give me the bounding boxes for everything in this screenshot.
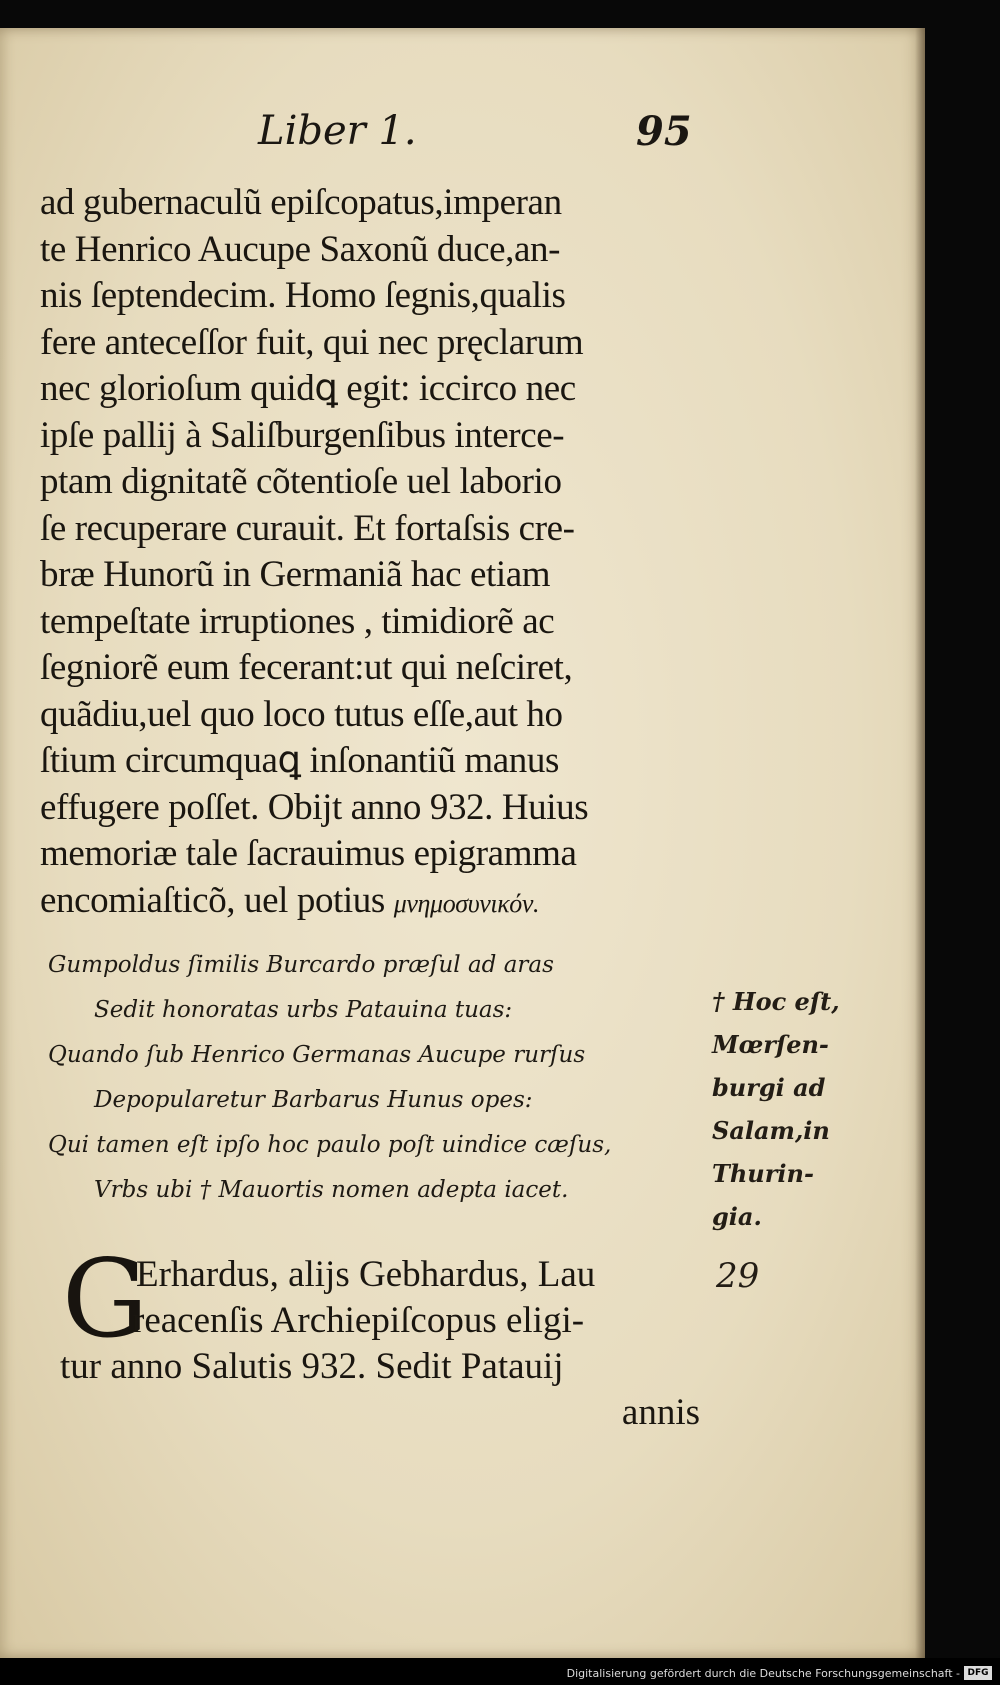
text-line-last — [40, 878, 700, 928]
text-line: ſtium circumquaꝗ inſonantiũ manus — [40, 740, 559, 781]
marginal-line: burgi ad — [712, 1073, 826, 1102]
text-line: nis ſeptendecim. Homo ſegnis,qualis — [40, 275, 566, 316]
poem-line: Gumpoldus ſimilis Burcardo præſul ad aras — [48, 952, 554, 978]
section-line: reacenſis Archiepiſcopus eligi- — [132, 1300, 585, 1341]
main-text-block — [40, 180, 700, 927]
poem-line: Sedit honoratas urbs Patauina tuas: — [94, 997, 513, 1023]
page-edge-shadow — [915, 28, 925, 1658]
marginal-note — [712, 980, 872, 1238]
text-line: tempeſtate irruptiones , timidiorẽ ac — [40, 600, 555, 642]
dfg-logo-icon: DFG — [964, 1666, 992, 1680]
marginal-line: Thurin- — [712, 1159, 814, 1188]
text-line: ſegniorẽ eum fecerant:ut qui neſciret, — [40, 647, 573, 688]
section-number: 29 — [716, 1256, 760, 1296]
text-line: ptam dignitatẽ cõtentioſe uel laborio — [40, 461, 562, 502]
page-header — [0, 108, 925, 168]
text-line: effugere poſſet. Obijt anno 932. Huius — [40, 786, 589, 828]
book-page — [0, 28, 925, 1658]
text-line: fere anteceſſor fuit, qui nec pręclarum — [40, 321, 584, 363]
text-line: ſe recuperare curauit. Et fortaſsis cre- — [40, 507, 575, 549]
page-number: 95 — [636, 108, 692, 155]
text-line: nec glorioſum quidꝗ egit: iccirco nec — [40, 368, 576, 409]
poem-line: Vrbs ubi † Mauortis nomen adepta iacet. — [94, 1177, 569, 1203]
text-line: memoriæ tale ſacrauimus epigramma — [40, 833, 577, 874]
marginal-line: Salam,in — [712, 1116, 830, 1145]
text-line: te Henrico Aucupe Saxonũ duce,an- — [40, 228, 561, 270]
section-text-block — [60, 1252, 700, 1436]
section-line: tur anno Salutis 932. Sedit Patauij — [60, 1346, 564, 1387]
text-line: bræ Hunorũ in Germaniã hac etiam — [40, 554, 551, 595]
marginal-line: Mœrſen- — [712, 1030, 829, 1059]
text-line: ipſe pallij à Saliſburgenſibus interce- — [40, 414, 565, 456]
marginal-line: † Hoc eſt, — [712, 987, 840, 1016]
text-line: ad gubernaculũ epiſcopatus,imperan — [40, 182, 562, 223]
catchword: annis — [621, 1392, 700, 1433]
text-line-content: encomiaſticõ, uel potius — [40, 879, 385, 921]
funding-credit: Digitalisierung gefördert durch die Deutsche Forschungsgemeinschaft - — [566, 1667, 960, 1680]
footer-bar — [0, 1658, 1000, 1685]
section-line: Erhardus, alijs Gebhardus, Lau — [136, 1254, 596, 1295]
poem-line: Quando ſub Henrico Germanas Aucupe rurſus — [48, 1042, 586, 1068]
drop-cap-initial: G — [62, 1237, 149, 1362]
poem-line: Qui tamen eſt ipſo hoc paulo poſt uindice cæſus, — [48, 1132, 612, 1158]
running-title: Liber 1. — [258, 108, 417, 154]
text-line: quãdiu,uel quo loco tutus eſſe,aut ho — [40, 693, 563, 735]
epigram — [48, 943, 688, 1213]
marginal-line: gia. — [712, 1202, 762, 1231]
greek-word: μνημοσυνικόν. — [393, 888, 540, 918]
poem-line: Depopularetur Barbarus Hunus opes: — [94, 1087, 533, 1113]
